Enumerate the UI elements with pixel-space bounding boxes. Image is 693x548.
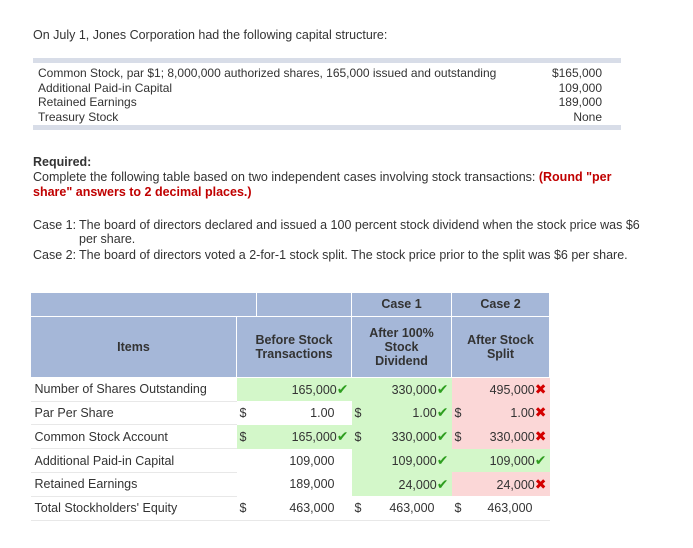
cap-value: 109,000 (558, 80, 602, 95)
currency-symbol: $ (237, 401, 257, 425)
rounding-note: (Round "per share" answers to 2 decimal places.) (33, 170, 612, 199)
answer-value: 165,000 (291, 382, 337, 397)
currency-symbol (452, 377, 472, 401)
currency-symbol: $ (452, 496, 472, 520)
capital-structure-table (33, 58, 621, 130)
currency-symbol (237, 377, 257, 401)
answer-input-before[interactable] (257, 425, 352, 449)
answer-value: 463,000 (389, 500, 435, 515)
answer-input-before[interactable] (257, 472, 352, 496)
check-icon: ✔ (436, 404, 449, 421)
cap-label: Common Stock, par $1; 8,000,000 authorized shares, 165,000 issued and outstanding (38, 66, 497, 80)
cap-row-retained-earnings (33, 95, 621, 110)
case-label: Case 2: (33, 248, 77, 262)
case-2 (33, 248, 653, 262)
answer-value: 24,000 (398, 477, 437, 492)
row-item-label: Additional Paid-in Capital (31, 449, 237, 473)
table-row (31, 449, 550, 473)
table-row (31, 401, 550, 425)
currency-symbol (352, 377, 372, 401)
table-row (31, 377, 550, 401)
check-icon: ✔ (436, 428, 449, 445)
answer-input-before[interactable] (257, 496, 352, 520)
row-item-label: Number of Shares Outstanding (31, 377, 237, 401)
answer-input-div[interactable] (372, 496, 452, 520)
answer-input-before[interactable] (257, 401, 352, 425)
row-item-label: Common Stock Account (31, 425, 237, 449)
answer-value: 1.00 (510, 406, 535, 421)
currency-symbol (352, 449, 372, 473)
currency-symbol: $ (452, 425, 472, 449)
answer-value: 109,000 (489, 454, 535, 469)
answer-value: 463,000 (487, 500, 533, 515)
header-blank (257, 293, 352, 317)
answer-value: 463,000 (289, 500, 335, 515)
cap-value: None (573, 109, 602, 124)
answer-input-split[interactable] (472, 449, 550, 473)
currency-symbol (452, 449, 472, 473)
answer-value: 1.00 (412, 406, 437, 421)
currency-symbol (352, 472, 372, 496)
row-item-label: Total Stockholders' Equity (31, 496, 237, 520)
answer-input-before[interactable] (257, 377, 352, 401)
check-icon: ✔ (336, 380, 349, 397)
check-icon: ✔ (436, 380, 449, 397)
answer-table (30, 292, 550, 521)
row-item-label: Par Per Share (31, 401, 237, 425)
answer-input-split[interactable] (472, 377, 550, 401)
answer-value: 24,000 (496, 477, 535, 492)
answer-value: 109,000 (289, 453, 335, 468)
col-header-before: Before Stock Transactions (237, 316, 352, 377)
cross-icon: ✖ (534, 475, 547, 492)
required-section (33, 155, 643, 200)
intro-text: On July 1, Jones Corporation had the following capital structure: (33, 28, 388, 42)
cross-icon: ✖ (534, 380, 547, 397)
required-text: Complete the following table based on two independent cases involving stock transactions: (33, 170, 539, 184)
answer-value: 189,000 (289, 477, 335, 492)
required-heading: Required: (33, 155, 92, 169)
answer-input-split[interactable] (472, 401, 550, 425)
cap-label: Treasury Stock (38, 109, 119, 124)
cap-label: Retained Earnings (38, 95, 137, 109)
row-item-label: Retained Earnings (31, 472, 237, 496)
answer-input-split[interactable] (472, 496, 550, 520)
cap-value: $165,000 (551, 66, 602, 80)
answer-input-div[interactable] (372, 377, 452, 401)
case-text: The board of directors voted a 2-for-1 stock split. The stock price prior to the split was $6 per share. (79, 248, 628, 262)
answer-input-split[interactable] (472, 425, 550, 449)
case-text: The board of directors declared and issued a 100 percent stock dividend when the stock price was $6 per share. (79, 218, 640, 246)
currency-symbol: $ (352, 496, 372, 520)
cap-row-treasury-stock (33, 110, 621, 126)
currency-symbol (237, 449, 257, 473)
answer-input-div[interactable] (372, 401, 452, 425)
answer-input-div[interactable] (372, 425, 452, 449)
answer-input-div[interactable] (372, 472, 452, 496)
check-icon: ✔ (336, 428, 349, 445)
header-case-2: Case 2 (452, 293, 550, 317)
currency-symbol: $ (237, 425, 257, 449)
table-row (31, 472, 550, 496)
currency-symbol (452, 472, 472, 496)
required-instructions (33, 170, 643, 200)
answer-value: 495,000 (489, 382, 535, 397)
cap-value: 189,000 (558, 95, 602, 109)
answer-input-before[interactable] (257, 449, 352, 473)
cap-label: Additional Paid-in Capital (38, 80, 173, 95)
cross-icon: ✖ (534, 404, 547, 421)
col-header-after-split: After Stock Split (452, 316, 550, 377)
cap-row-common-stock (33, 63, 621, 81)
answer-value: 1.00 (310, 405, 335, 420)
currency-symbol: $ (352, 425, 372, 449)
col-header-items: Items (31, 316, 237, 377)
answer-value: 109,000 (391, 454, 437, 469)
currency-symbol: $ (237, 496, 257, 520)
check-icon: ✔ (534, 452, 547, 469)
answer-value: 165,000 (291, 430, 337, 445)
header-case-1: Case 1 (352, 293, 452, 317)
check-icon: ✔ (436, 452, 449, 469)
currency-symbol: $ (452, 401, 472, 425)
cross-icon: ✖ (534, 428, 547, 445)
table-row (31, 425, 550, 449)
answer-value: 330,000 (489, 430, 535, 445)
currency-symbol: $ (352, 401, 372, 425)
answer-value: 330,000 (391, 430, 437, 445)
table-row (31, 496, 550, 520)
check-icon: ✔ (436, 475, 449, 492)
cases-list (33, 218, 653, 264)
cap-row-apic (33, 81, 621, 96)
header-blank (31, 293, 257, 317)
answer-input-div[interactable] (372, 449, 452, 473)
answer-input-split[interactable] (472, 472, 550, 496)
col-header-after-dividend: After 100% Stock Dividend (352, 316, 452, 377)
currency-symbol (237, 472, 257, 496)
answer-value: 330,000 (391, 382, 437, 397)
case-label: Case 1: (33, 218, 77, 232)
case-1 (33, 218, 653, 246)
